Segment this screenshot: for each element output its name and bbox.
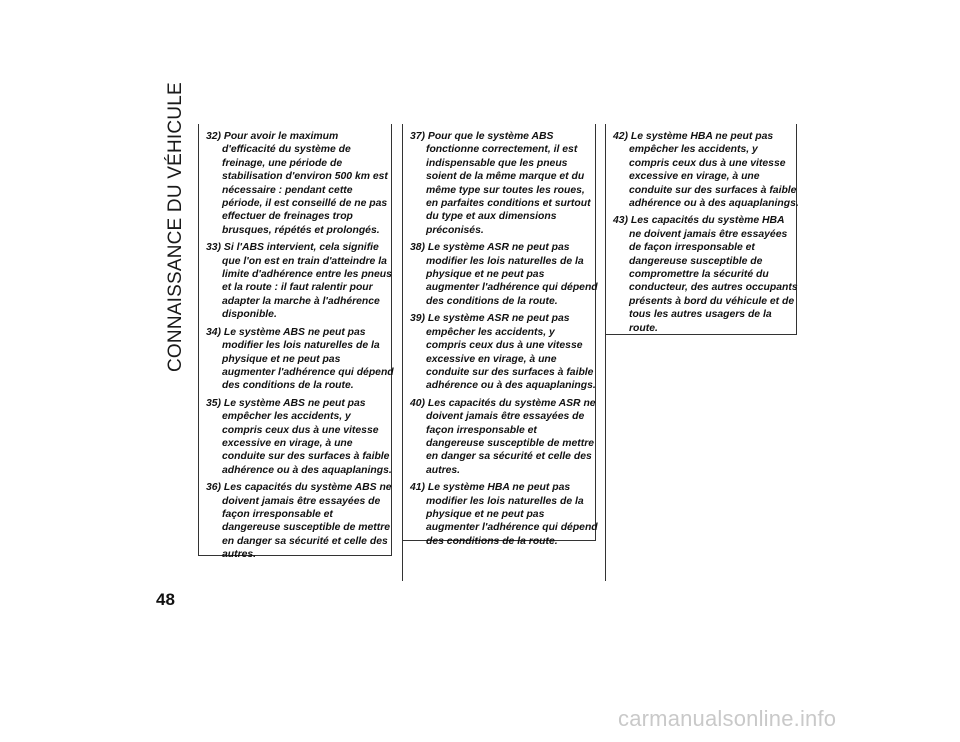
note-36: 36) Les capacités du système ABS ne doivent jamais être essayées de façon irresponsable et dangereuse susceptible de mettre en danger sa sécurité et celle des autres.	[206, 482, 392, 561]
notes-column-3	[613, 130, 799, 339]
note-37: 37) Pour que le système ABS fonctionne correctement, il est indispensable que les pneus soient de la même marque et du même type sur toutes les roues, en parfaites conditions et surtout du type et aux dimensions préconisés.	[410, 131, 591, 236]
note-43: 43) Les capacités du système HBA ne doivent jamais être essayées de façon irresponsable et dangereuse susceptible de compromettre la sécurité du conducteur, des autres occupants présents à bord du véhicule et de tous les autres usagers de la route.	[613, 215, 798, 334]
column-rule-3	[605, 335, 606, 581]
note-42: 42) Le système HBA ne peut pas empêcher les accidents, y compris ceux dus à une vitesse excessive en virage, à une conduite sur des surfaces à faible adhérence ou à des aquaplanings.	[613, 131, 799, 210]
note-38: 38) Le système ASR ne peut pas modifier les lois naturelles de la physique et ne peut pas augmenter l'adhérence qui dépend des conditions de la route.	[410, 242, 598, 307]
column-rule-2	[402, 541, 403, 581]
section-title: CONNAISSANCE DU VÉHICULE	[165, 82, 186, 372]
note-39: 39) Le système ASR ne peut pas empêcher les accidents, y compris ceux dus à une vitesse excessive en virage, à une conduite sur des surfaces à faible adhérence ou à des aquaplanings.	[410, 313, 596, 392]
watermark: carmanualsonline.info	[618, 706, 837, 731]
notes-column-2	[410, 130, 598, 552]
page-number: 48	[156, 590, 175, 609]
note-34: 34) Le système ABS ne peut pas modifier les lois naturelles de la physique et ne peut pas augmenter l'adhérence qui dépend des conditions de la route.	[206, 326, 394, 392]
note-35: 35) Le système ABS ne peut pas empêcher les accidents, y compris ceux dus à une vitesse excessive en virage, à une conduite sur des surfaces à faible adhérence ou à des aquaplanings.	[206, 397, 392, 476]
note-40: 40) Les capacités du système ASR ne doivent jamais être essayées de façon irresponsable et dangereuse susceptible de mettre en danger sa sécurité et celle des autres.	[410, 397, 596, 476]
note-33: 33) Si l'ABS intervient, cela signifie que l'on est en train d'atteindre la limite d'adhérence entre les pneus et la route : il faut ralentir pour adapter la marche à l'adhérence disponible.	[206, 242, 392, 321]
notes-column-1	[206, 130, 394, 566]
note-41: 41) Le système HBA ne peut pas modifier les lois naturelles de la physique et ne peut pas augmenter l'adhérence qui dépend des conditions de la route.	[410, 482, 598, 547]
note-32: 32) Pour avoir le maximum d'efficacité du système de freinage, une période de stabilisation d'environ 500 km est nécessaire : pendant cette période, il est conseillé de ne pas effectuer de freinages trop brusques, répétés et prolongés.	[206, 131, 388, 236]
